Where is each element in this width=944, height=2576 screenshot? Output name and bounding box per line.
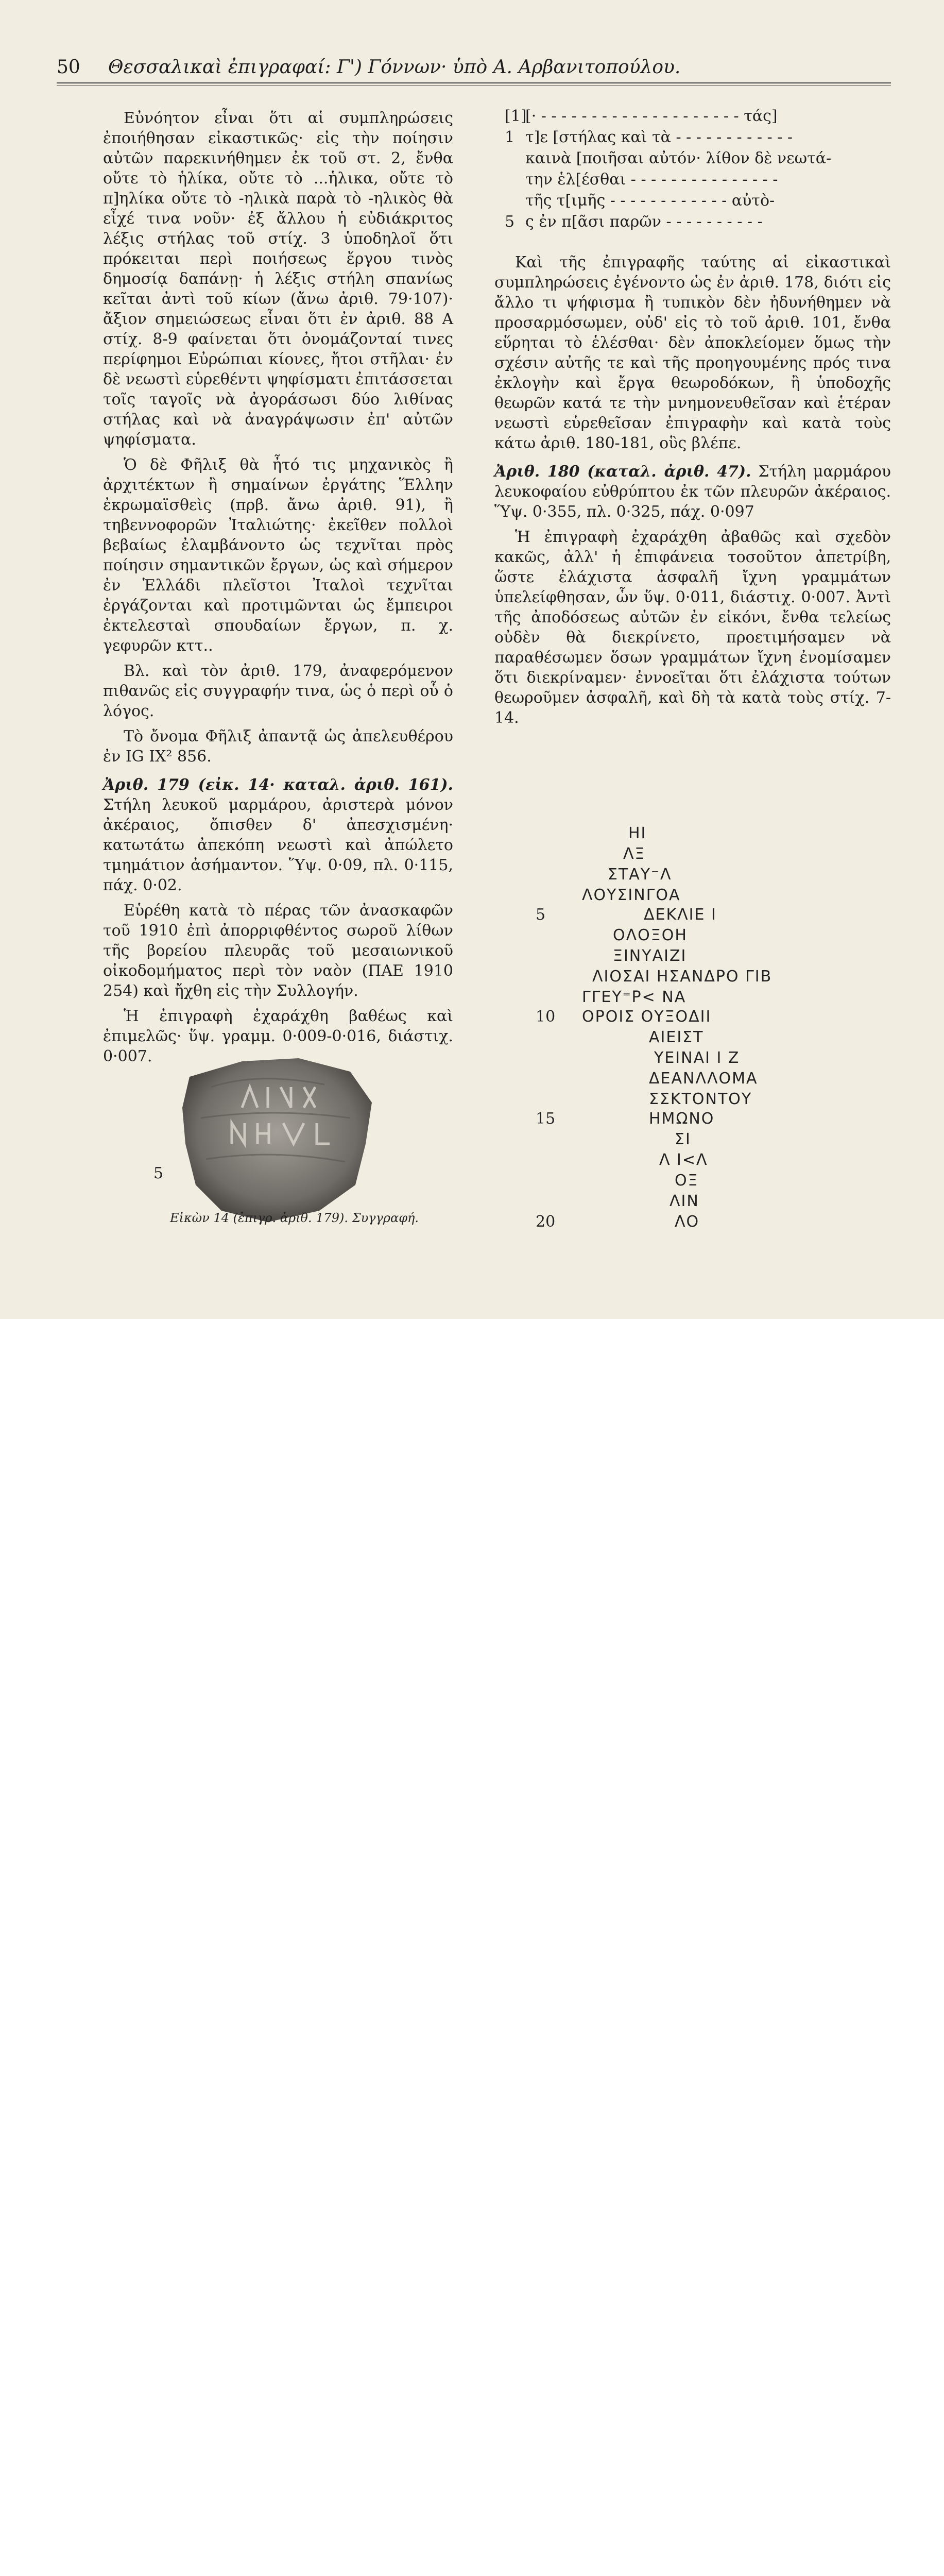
copy-line: ΓΓΕΥ⁼Ρ< ΝΑ — [582, 988, 686, 1006]
copy-line: ΛΟΥΣΙΝΓΟΑ — [582, 886, 681, 904]
paragraph: Εὑρέθη κατὰ τὸ πέρας τῶν ἀνασκαφῶν τοῦ 1910 ἐπὶ ἀπορριφθέντος σωροῦ λίθων τῆς βορείου πλευρᾶς τοῦ μεσαιωνικοῦ οἰκοδομήματος περὶ τὸν ναὸν (ΠΑΕ 1910 254) καὶ ἤχθη εἰς τὴν Συλλογήν. — [103, 902, 453, 1000]
inscription-photo — [180, 1056, 376, 1226]
entry-179 — [103, 775, 453, 895]
paragraph: Τὸ ὄνομα Φῆλιξ ἀπαντᾷ ὡς ἀπελευθέρου ἐν IG IX² 856. — [103, 727, 453, 766]
copy-line: ΛΙΟΣΑΙ ΗΣΑΝΔΡΟ ΓΙΒ — [592, 968, 773, 986]
paragraph: Ὁ δὲ Φῆλιξ θὰ ἦτό τις μηχανικὸς ἢ ἀρχιτέκτων ἢ σημαίνων ἐργάτης Ἕλλην ἐκρωμαϊσθεὶς (πρβ. ἄνω ἀριθ. 91), ἢ τηβεννοφορῶν Ἰταλιώτης· ἐκεῖθεν πολλοὶ βεβαίως ἐλαμβάνοντο ὡς τεχνῖται πρὸς ποίησιν σημαντικῶν ἔργων, ὡς καὶ σήμερον ἐν Ἑλλάδι πλεῖστοι Ἰταλοὶ τεχνῖται ἐργάζονται καὶ προτιμῶνται ὡς ἔμπειροι ἐκτελεσταὶ σπουδαίων ἔργων, π. χ. γεφυρῶν κττ.. — [103, 456, 453, 655]
copy-line: ΗΜΩΝΟ — [649, 1110, 715, 1128]
right-column — [494, 252, 891, 733]
copy-line: ΛΟ — [675, 1213, 700, 1231]
inscription-line: την ἑλ[έσθαι - - - - - - - - - - - - - - - — [525, 171, 778, 189]
copy-line: ΟΛΟΞΟΗ — [613, 926, 688, 944]
copy-line: ΞΙΝΥΑΙΖΙ — [613, 947, 687, 965]
entry-heading: Ἀριθ. 180 (καταλ. ἀριθ. 47). — [494, 463, 751, 481]
paragraph: Εὐνόητον εἶναι ὅτι αἱ συμπληρώσεις ἐποιήθησαν εἰκαστικῶς· εἰς τὴν ποίησιν αὐτῶν παρεκινήθημεν ἐκ τοῦ στ. 2, ἔνθα οὔτε τὸ ἡλίκα, οὔτε τὸ ...ἡλικα, οὔτε τὸ π]ηλίκα οὔτε τὸ -ηλικὰ παρὰ τὸ -ηλικὸς θὰ εἶχέ τινα νοῦν· ἐξ ἄλλου ἡ εὐδιάκριτος λέξις στήλας τοῦ στίχ. 3 ὑποδηλοῖ ὅτι πρόκειται περὶ ποιήσεως ἔργου τινὸς δημοσίᾳ δαπάνῃ· ἡ λέξις στήλη σπανίως κεῖται ἀντὶ τοῦ κίων (ἄνω ἀριθ. 79·107)· ἄξιον σημειώσεως εἶναι ὅτι ἐν ἀριθ. 88 Α στίχ. 8-9 φαίνεται ὅτι ὀνομάζονταί τινες περίφημοι Εὐρώπιαι κίονες, ἤτοι στῆλαι· ἐν δὲ νεωστὶ εὑρεθέντι ψηφίσματι ἐπιτάσσεται τοῖς ταγοῖς νὰ ἀγοράσωσι δύο λιθίνας στήλας καὶ νὰ ἀναγράψωσιν ἐπ' αὐτῶν ψηφίσματα. — [103, 109, 453, 449]
copy-line-number: 10 — [536, 1008, 556, 1026]
copy-line: ΟΞ — [675, 1172, 699, 1190]
figure-line-number: 5 — [153, 1164, 164, 1182]
copy-line: ΛΞ — [623, 845, 646, 863]
page-number: 50 — [57, 57, 80, 78]
left-column — [103, 108, 453, 1072]
inscription-line: 1 τ]ε [στήλας καὶ τὰ - - - - - - - - - - - - — [505, 128, 793, 146]
running-title: Θεσσαλικαὶ ἐπιγραφαί: Γ') Γόννων· ὑπὸ Α. Αρβανιτοπούλου. — [108, 57, 681, 78]
copy-line-number: 5 — [536, 906, 546, 924]
inscription-line: 5 ς ἐν π[ᾶσι παρῶν - - - - - - - - - - — [505, 213, 763, 231]
inscription-line: τῆς τ[ιμῆς - - - - - - - - - - - - αὐτὸ- — [525, 192, 775, 210]
inscription-line: [1] [· - - - - - - - - - - - - - - - - - - - - τάς] — [505, 107, 778, 125]
copy-line: ΣΙ — [675, 1130, 691, 1148]
paragraph: Ἡ ἐπιγραφὴ ἐχαράχθη ἀβαθῶς καὶ σχεδὸν κακῶς, ἀλλ' ἡ ἐπιφάνεια τοσοῦτον ἀπετρίβη, ὥστε ἐλάχιστα ἀσφαλῆ ἴχνη γραμμάτων ὑπελείφθησαν, ὧν ὕψ. 0·011, διάστιχ. 0·007. Ἀντὶ τῆς ἀποδόσεως αὐτῶν ἐν εἰκόνι, ἔνθα τελείως οὐδὲν θὰ διεκρίνετο, προετιμήσαμεν νὰ παραθέσωμεν ὅσων γραμμάτων ἴχνη ἐνομίσαμεν ὅτι διεκρίναμεν· ἐννοεῖται ὅτι ἐλάχιστα τούτων θεωροῦμεν ἀσφαλῆ, καὶ δὴ τὰ κατὰ τοὺς στίχ. 7-14. — [494, 528, 891, 727]
copy-line: ΣΤΑΥ⁻Λ — [608, 866, 672, 884]
copy-line: ΟΡΟΙΣ ΟΥΞΟΔΙΙ — [582, 1008, 712, 1026]
entry-180 — [494, 462, 891, 522]
copy-line: ΛΙΝ — [670, 1192, 699, 1210]
header-rule — [57, 82, 891, 83]
entry-text: Στήλη λευκοῦ μαρμάρου, ἀριστερὰ μόνον ἀκέραιος, ὄπισθεν δ' ἀπεσχισμένη· κατωτάτω ἀπεκόπη νεωστὶ καὶ ἀπώλετο τμημάτιον ἀσήμαντον. Ὕψ. 0·09, πλ. 0·115, πάχ. 0·02. — [103, 796, 453, 894]
paragraph: Ἡ ἐπιγραφὴ ἐχαράχθη βαθέως καὶ ἐπιμελῶς· ὕψ. γραμμ. 0·009-0·016, διάστιχ. 0·007. — [103, 1007, 453, 1065]
copy-line: ΣΣΚΤΟΝΤΟΥ — [649, 1090, 752, 1108]
figure-caption: Εἰκὼν 14 (ἐπιγρ. ἀριθ. 179). Συγγραφή. — [170, 1211, 419, 1225]
copy-line-number: 15 — [536, 1110, 556, 1128]
copy-line: ΥΕΙΝΑΙ Ι Ζ — [654, 1049, 740, 1067]
footer-bar — [0, 1319, 944, 1391]
copy-line: ΔΕΑΝΛΛΟΜΑ — [649, 1070, 758, 1088]
copy-line: ΗΙ — [628, 824, 647, 842]
copy-line-number: 20 — [536, 1213, 556, 1231]
copy-line: Λ Ι<Λ — [659, 1151, 708, 1169]
paragraph: Βλ. καὶ τὸν ἀριθ. 179, ἀναφερόμενον πιθανῶς εἰς συγγραφήν τινα, ὡς ὁ περὶ οὗ ὁ λόγος. — [103, 662, 453, 720]
copy-line: ΔΕΚΛΙΕ Ι — [644, 906, 717, 924]
paragraph: Καὶ τῆς ἐπιγραφῆς ταύτης αἱ εἰκαστικαὶ συμπληρώσεις ἐγένοντο ὡς ἐν ἀριθ. 178, διότι εἰς ἄλλο τι ψήφισμα ἢ τυπικὸν δὲν ἠδυνήθημεν νὰ προσαρμόσωμεν, οὐδ' εἰς τὸ τοῦ ἀριθ. 101, ἔνθα εὕρηται τὸ ἑλέσθαι· δὲν ἀποκλείομεν ὅμως τὴν σχέσιν αὐτῆς τε καὶ τῆς προηγουμένης πρός τινα ἐκλογὴν καὶ ἔργα θεωροδόκων, ἢ ὑποδοχῆς θεωρῶν κατά τε τὴν μνημονευθεῖσαν καὶ ἑτέραν νεωστὶ εὑρεθεῖσαν ἐπιγραφὴν καὶ κατὰ τοὺς κάτω ἀριθ. 180-181, οὓς βλέπε. — [494, 253, 891, 452]
entry-heading: Ἀριθ. 179 (εἰκ. 14· καταλ. ἀριθ. 161). — [103, 776, 453, 794]
inscription-line: καινὰ [ποιῆσαι αὐτόν· λίθον δὲ νεωτά- — [525, 149, 832, 167]
entry-text: Στήλη μαρμάρου λευκοφαίου εὐθρύπτου ἐκ τῶν πλευρῶν ἀκέραιος. Ὕψ. 0·355, πλ. 0·325, πάχ. 0·097 — [494, 463, 891, 521]
inscription-transcription — [505, 106, 845, 232]
copy-line: ΑΙΕΙΣΤ — [649, 1028, 704, 1046]
